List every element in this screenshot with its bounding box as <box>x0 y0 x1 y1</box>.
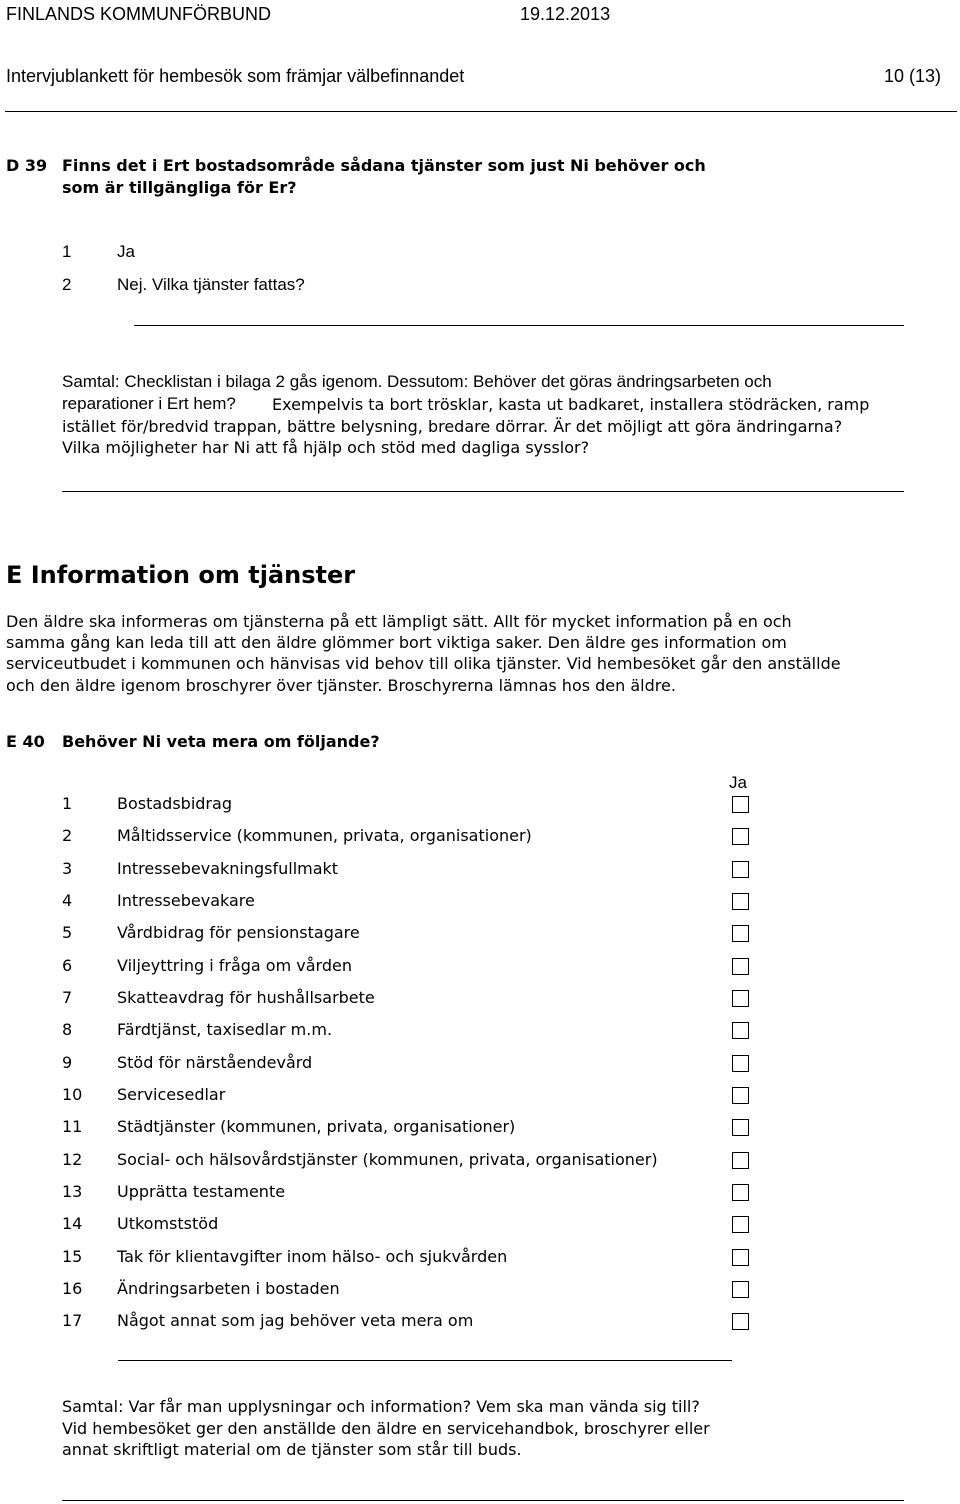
item-label: Servicesedlar <box>117 1085 226 1104</box>
item-label: Stöd för närståendevård <box>117 1053 313 1072</box>
page-number: 10 (13) <box>884 66 942 86</box>
item-label: Viljeyttring i fråga om vården <box>117 956 352 975</box>
question-d39-line1: Finns det i Ert bostadsområde sådana tjänster som just Ni behöver och <box>62 156 706 175</box>
checkbox-intressebevakare[interactable] <box>732 893 749 910</box>
item-number: 12 <box>62 1150 83 1169</box>
checkbox-intressebevakningsfullmakt[interactable] <box>732 861 749 878</box>
question-code-e40: E 40 <box>6 732 45 751</box>
checkbox-fardtjanst[interactable] <box>732 1022 749 1039</box>
item-number: 7 <box>62 988 73 1007</box>
item-number: 16 <box>62 1279 83 1298</box>
d39-option-1-label: Ja <box>117 242 135 261</box>
column-label-ja: Ja <box>729 773 747 792</box>
checkbox-bostadsbidrag[interactable] <box>732 796 749 813</box>
item-label: Social- och hälsovårdstjänster (kommunen, privata, organisationer) <box>117 1150 658 1169</box>
item-label: Intressebevakningsfullmakt <box>117 859 339 878</box>
item-number: 17 <box>62 1311 83 1330</box>
d39-option-2-num: 2 <box>62 275 72 294</box>
checkbox-nagot-annat[interactable] <box>732 1313 749 1330</box>
e40-samtal-line1: Samtal: Var får man upplysningar och information? Vem ska man vända sig till? <box>62 1397 700 1416</box>
item-number: 6 <box>62 956 73 975</box>
e40-samtal-answer-line[interactable] <box>62 1500 904 1501</box>
document-title: Intervjublankett för hembesök som främjar välbefinnandet <box>6 66 465 86</box>
item-number: 15 <box>62 1247 83 1266</box>
question-code-d39: D 39 <box>6 156 48 175</box>
section-e-intro-line4: och den äldre igenom broschyrer över tjänster. Broschyrerna lämnas hos den äldre. <box>6 676 676 695</box>
checkbox-utkomststod[interactable] <box>732 1216 749 1233</box>
question-d39-line2: som är tillgängliga för Er? <box>62 178 297 197</box>
d39-option-1-num: 1 <box>62 242 72 261</box>
checkbox-klientavgifter[interactable] <box>732 1249 749 1266</box>
checkbox-vardbidrag[interactable] <box>732 925 749 942</box>
e40-other-answer-line[interactable] <box>118 1360 732 1361</box>
section-e-intro-line2: samma gång kan leda till att den äldre glömmer bort viktiga saker. Den äldre ges information om <box>6 633 787 652</box>
question-e40: Behöver Ni veta mera om följande? <box>62 732 380 751</box>
item-label: Färdtjänst, taxisedlar m.m. <box>117 1020 333 1039</box>
item-label: Skatteavdrag för hushållsarbete <box>117 988 375 1007</box>
item-number: 4 <box>62 891 73 910</box>
d39-samtal-line3: istället för/bredvid trappan, bättre belysning, bredare dörrar. Är det möjligt att göra ändringarna? <box>62 417 843 436</box>
d39-samtal-line1: Samtal: Checklistan i bilaga 2 gås igenom. Dessutom: Behöver det göras ändringsarbeten och <box>62 372 772 391</box>
item-label: Utkomststöd <box>117 1214 219 1233</box>
d39-samtal-line2a: reparationer i Ert hem? <box>62 394 236 413</box>
item-number: 5 <box>62 923 73 942</box>
d39-samtal-answer-line[interactable] <box>62 491 904 492</box>
section-e-intro-line3: serviceutbudet i kommunen och hänvisas vid behov till olika tjänster. Vid hembesöket går den anställde <box>6 654 841 673</box>
d39-samtal-line4: Vilka möjligheter har Ni att få hjälp och stöd med dagliga sysslor? <box>62 438 590 457</box>
checkbox-stadtjanster[interactable] <box>732 1119 749 1136</box>
e40-samtal-line2: Vid hembesöket ger den anställde den äldre en servicehandbok, broschyrer eller <box>62 1419 710 1438</box>
d39-samtal-line2b: Exempelvis ta bort trösklar, kasta ut badkaret, installera stödräcken, ramp <box>272 395 870 414</box>
item-number: 1 <box>62 794 73 813</box>
item-label: Något annat som jag behöver veta mera om <box>117 1311 474 1330</box>
item-label: Intressebevakare <box>117 891 255 910</box>
checkbox-servicesedlar[interactable] <box>732 1087 749 1104</box>
e40-samtal-line3: annat skriftligt material om de tjänster som står till buds. <box>62 1440 522 1459</box>
item-number: 8 <box>62 1020 73 1039</box>
item-number: 2 <box>62 826 73 845</box>
checkbox-narstaendevard[interactable] <box>732 1055 749 1072</box>
item-number: 11 <box>62 1117 83 1136</box>
checkbox-skatteavdrag[interactable] <box>732 990 749 1007</box>
organization-name: FINLANDS KOMMUNFÖRBUND <box>6 4 272 24</box>
item-number: 14 <box>62 1214 83 1233</box>
item-label: Städtjänster (kommunen, privata, organisationer) <box>117 1117 516 1136</box>
header-divider <box>5 111 957 112</box>
section-e-intro-line1: Den äldre ska informeras om tjänsterna på ett lämpligt sätt. Allt för mycket information på en och <box>6 612 792 631</box>
item-label: Upprätta testamente <box>117 1182 286 1201</box>
document-date: 19.12.2013 <box>520 4 611 24</box>
item-number: 9 <box>62 1053 73 1072</box>
item-number: 10 <box>62 1085 83 1104</box>
item-label: Tak för klientavgifter inom hälso- och sjukvården <box>117 1247 508 1266</box>
checkbox-maltidsservice[interactable] <box>732 828 749 845</box>
item-label: Måltidsservice (kommunen, privata, organisationer) <box>117 826 532 845</box>
checkbox-testamente[interactable] <box>732 1184 749 1201</box>
item-number: 13 <box>62 1182 83 1201</box>
item-number: 3 <box>62 859 73 878</box>
checkbox-viljeyttring[interactable] <box>732 958 749 975</box>
section-e-heading: E Information om tjänster <box>6 561 356 589</box>
item-label: Ändringsarbeten i bostaden <box>117 1279 340 1298</box>
checkbox-andringsarbeten[interactable] <box>732 1281 749 1298</box>
d39-answer-line[interactable] <box>134 325 904 326</box>
item-label: Vårdbidrag för pensionstagare <box>117 923 360 942</box>
item-label: Bostadsbidrag <box>117 794 232 813</box>
checkbox-social-halsovard[interactable] <box>732 1152 749 1169</box>
d39-option-2-label: Nej. Vilka tjänster fattas? <box>117 275 305 294</box>
